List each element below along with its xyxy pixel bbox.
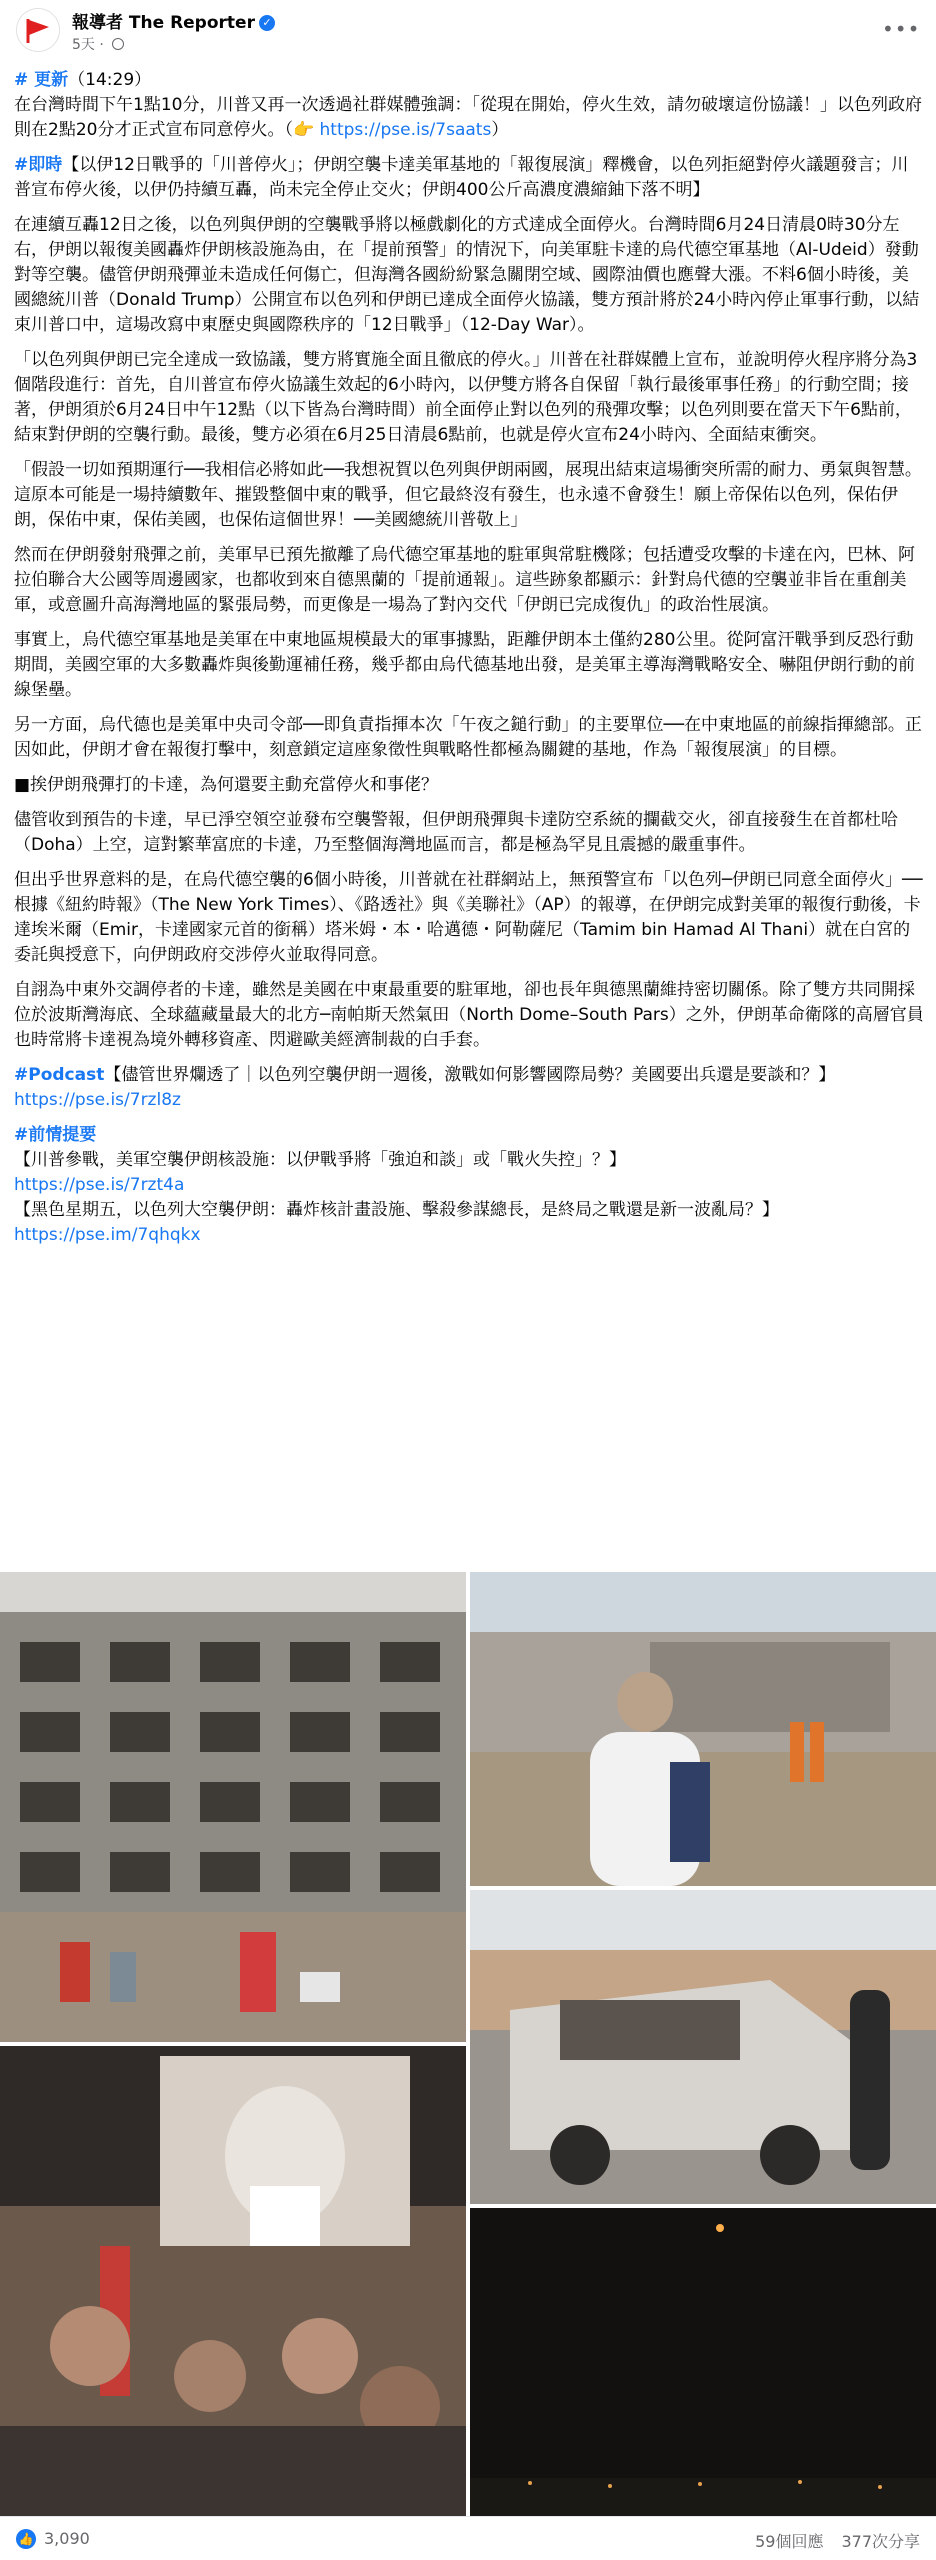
night-sky-image (470, 2208, 936, 2516)
body-paragraph: 自詡為中東外交調停者的卡達，雖然是美國在中東最重要的駐軍地，卻也長年與德黑蘭維持密切關係。除了雙方共同開採位於波斯灣海底、全球蘊藏量最大的北方─南帕斯天然氣田（North Dome–South Pars）之外，伊朗革命衛隊的高層官員也時常將卡達視為境外轉移資產、閃避歐美經濟制裁的白手套。 (14, 980, 924, 1050)
share-count[interactable]: 377次分享 (841, 2532, 920, 2551)
protest-crowd-image (0, 2046, 466, 2516)
ellipsis-icon: ••• (882, 17, 921, 41)
previous-paragraph (14, 1123, 924, 1248)
body-paragraph: 但出乎世界意料的是，在烏代德空襲的6個小時後，川普就在社群網站上，無預警宣布「以色列─伊朗已同意全面停火」──根據《紐約時報》（The New York Times）、《路透社》與《美聯社》（AP）的報導，在伊朗完成對美軍的報復行動後，卡達埃米爾（Emir，卡達國家元首的銜稱）塔米姆・本・哈邁德・阿勒薩尼（Tamim bin Hamad Al Thani）就在白宮的委託與授意下，向伊朗政府交涉停火並取得同意。 (14, 870, 923, 965)
post-time[interactable]: 5天 (72, 37, 95, 53)
body-paragraph: 「假設一切如預期運行──我相信必將如此──我想祝賀以色列與伊朗兩國，展現出結束這場衝突所需的耐力、勇氣與智慧。這原本可能是一場持續數年、摧毀整個中東的戰爭，但它最終沒有發生，也永遠不會發生！願上帝保佑以色列，保佑伊朗，保佑中東，保佑美國，也保佑這個世界！──美國總統川普敬上」 (14, 460, 922, 530)
photo-protest-crowd[interactable] (0, 2046, 466, 2516)
pointing-hand-icon: 👉 (292, 120, 315, 140)
page-name-text[interactable]: 報導者 The Reporter (72, 13, 255, 33)
podcast-text: 【儘管世界爛透了｜以色列空襲伊朗一週後，激戰如何影響國際局勢？美國要出兵還是要談和？】 (104, 1065, 836, 1085)
page-avatar[interactable] (16, 8, 60, 52)
more-options-button[interactable] (882, 14, 921, 50)
globe-icon (112, 38, 124, 50)
reporter-logo-icon (17, 9, 60, 52)
body-paragraph: 在連續互轟12日之後，以色列與伊朗的空襲戰爭將以極戲劇化的方式達成全面停火。台灣時間6月24日清晨0時30分左右，伊朗以報復美國轟炸伊朗核設施為由，在「提前預警」的情況下，向美軍駐卡達的烏代德空軍基地（Al-Udeid）發動對等空襲。儘管伊朗飛彈並未造成任何傷亡，但海灣各國紛紛緊急關閉空域、國際油價也應聲大漲。不料6個小時後，美國總統川普（Donald Trump）公開宣布以色列和伊朗已達成全面停火協議，雙方預計將於24小時內停止軍事行動，以結束川普口中，這場改寫中東歷史與國際秩序的「12日戰爭」（12-Day War）。 (14, 215, 920, 335)
podcast-hashtag[interactable]: #Podcast (14, 1065, 105, 1085)
previous-hashtag[interactable]: #前情提要 (14, 1125, 97, 1145)
body-paragraph: 然而在伊朗發射飛彈之前，美軍早已預先撤離了烏代德空軍基地的駐軍與常駐機隊；包括遭受攻擊的卡達在內，巴林、阿拉伯聯合大公國等周邊國家，也都收到來自德黑蘭的「提前通報」。這些跡象都顯示：針對烏代德的空襲並非旨在重創美軍，或意圖升高海灣地區的緊張局勢，而更像是一場為了對內交代「伊朗已完成復仇」的政治性展演。 (14, 545, 915, 615)
update-paragraph (14, 68, 924, 143)
previous-item-link[interactable]: https://pse.is/7rzt4a (14, 1175, 185, 1195)
verified-badge-icon: ✓ (259, 15, 275, 31)
post-text (14, 68, 924, 1248)
update-time: （14:29） (68, 70, 152, 90)
body-paragraph: 儘管收到預告的卡達，早已淨空領空並發布空襲警報，但伊朗飛彈與卡達防空系統的攔截交火，卻直接發生在首都杜哈（Doha）上空，這對繁華富庶的卡達，乃至整個海灣地區而言，都是極為罕見且震撼的嚴重事件。 (14, 810, 898, 855)
update-close: ） (491, 120, 509, 140)
burned-car-image (470, 1890, 936, 2204)
update-link[interactable]: https://pse.is/7saats (319, 120, 492, 140)
like-count[interactable]: 3,090 (44, 2529, 90, 2548)
update-text: 在台灣時間下午1點10分，川普又再一次透過社群媒體強調：「從現在開始，停火生效，請勿破壞這份協議！」以色列政府則在2點20分才正式宣布同意停火。（ (14, 95, 922, 140)
subheading: ■挨伊朗飛彈打的卡達，為何還要主動充當停火和事佬？ (14, 775, 439, 795)
photo-burned-car[interactable] (470, 1890, 936, 2204)
destroyed-building-image (0, 1572, 466, 2042)
post-header (0, 0, 936, 68)
breaking-paragraph (14, 153, 924, 203)
podcast-paragraph (14, 1063, 924, 1113)
photo-couple-embracing[interactable] (470, 1572, 936, 1886)
photo-grid (0, 1572, 936, 2516)
body-paragraph: 事實上，烏代德空軍基地是美軍在中東地區規模最大的軍事據點，距離伊朗本土僅約280公里。從阿富汗戰爭到反恐行動期間，美國空軍的大多數轟炸與後勤運補任務，幾乎都由烏代德基地出發，是美軍主導海灣戰略安全、嚇阻伊朗行動的前線堡壘。 (14, 630, 915, 700)
photo-night-sky[interactable] (470, 2208, 936, 2516)
comment-count[interactable]: 59個回應 (755, 2532, 824, 2551)
podcast-link[interactable]: https://pse.is/7rzl8z (14, 1090, 181, 1110)
previous-item-text: 【川普參戰，美軍空襲伊朗核設施：以伊戰爭將「強迫和談」或「戰火失控」？】 (14, 1150, 626, 1170)
like-reaction-icon[interactable]: 👍 (16, 2529, 36, 2549)
body-paragraph: 「以色列與伊朗已完全達成一致協議，雙方將實施全面且徹底的停火。」川普在社群媒體上宣布，並說明停火程序將分為3個階段進行：首先，自川普宣布停火協議生效起的6小時內，以伊雙方將各自保留「執行最後軍事任務」的行動空間；接著，伊朗須於6月24日中午12點（以下皆為台灣時間）前全面停止對以色列的飛彈攻擊；以色列則要在當天下午6點前，結束對伊朗的空襲行動。最後，雙方必須在6月25日清晨6點前，也就是停火宣布24小時內、全面結束衝突。 (14, 350, 918, 445)
couple-embracing-image (470, 1572, 936, 1886)
photo-destroyed-building[interactable] (0, 1572, 466, 2042)
breaking-text: 【以伊12日戰爭的「川普停火」；伊朗空襲卡達美軍基地的「報復展演」釋機會，以色列拒絕對停火議題發言；川普宣布停火後，以伊仍持續互轟，尚未完全停止交火；伊朗400公斤高濃度濃縮鈾下落不明】 (14, 155, 909, 200)
engagement-stats (737, 2529, 920, 2552)
post-footer (0, 2516, 936, 2560)
meta-separator: · (99, 37, 104, 53)
body-paragraph: 另一方面，烏代德也是美軍中央司令部──即負責指揮本次「午夜之鎚行動」的主要單位──在中東地區的前線指揮總部。正因如此，伊朗才會在報復打擊中，刻意鎖定這座象徵性與戰略性都極為關鍵的基地，作為「報復展演」的目標。 (14, 715, 922, 760)
breaking-hashtag[interactable]: #即時 (14, 155, 63, 175)
previous-item-link[interactable]: https://pse.im/7qhqkx (14, 1225, 201, 1245)
post-meta (72, 34, 124, 54)
page-name[interactable] (72, 8, 275, 33)
update-hashtag[interactable]: # 更新 (14, 70, 69, 90)
previous-item-text: 【黑色星期五，以色列大空襲伊朗：轟炸核計畫設施、擊殺參謀總長，是終局之戰還是新一波亂局？】 (14, 1200, 779, 1220)
